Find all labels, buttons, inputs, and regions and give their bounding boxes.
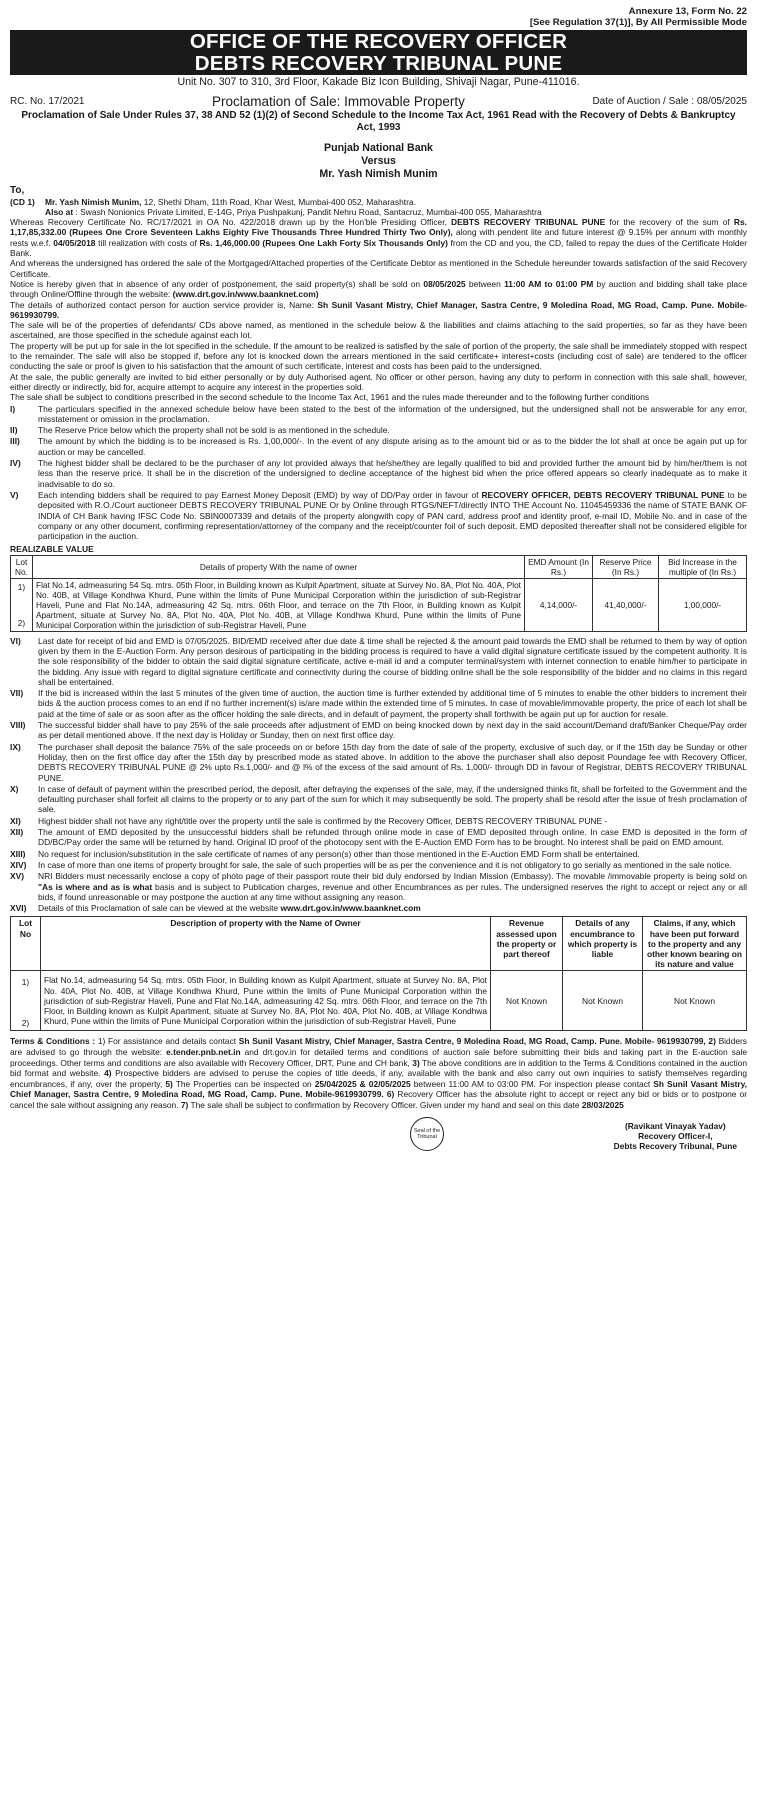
condition-number: VIII) [10, 720, 26, 731]
inspection-dates: 25/04/2025 & 02/05/2025 [314, 1078, 411, 1089]
condition-number: I) [10, 403, 16, 414]
tender-website[interactable]: e.tender.pnb.net.in [166, 1047, 241, 1058]
condition-number: XI) [10, 815, 21, 826]
condition-text: The particulars specified in the annexed schedule below have been stated to the best of the information of the undersigned, but the undersigned shall not be answerable for any error, misstatement or omission in the proclamation. [38, 403, 747, 424]
text-span: and drt.gov.in for detailed terms and conditions of auction sale before submitting their bids and taking part in the E-auction sale proceedings. Other terms and conditions are also available with Recovery Officer, DRT, Pune and CH bank, [10, 1047, 747, 1068]
signature-row [10, 1111, 747, 1171]
column-header: Details of any encumbrance to which property is liable [563, 917, 643, 971]
text-span: Notice is hereby given that in absence of any order of postponement, the said property(s) shall be sold on [10, 278, 424, 289]
column-header: Details of property With the name of owner [33, 555, 525, 578]
condition-item [10, 688, 747, 719]
cd-name: Mr. Yash Nimish Munim, [45, 196, 142, 207]
table-header-row [11, 917, 747, 971]
cd-address [10, 197, 747, 207]
condition-number: XII) [10, 827, 24, 838]
condition-number: X) [10, 783, 19, 794]
text-span: The sale shall be subject to confirmation by Recovery Officer. Given under my hand and seal on this date [188, 1100, 582, 1110]
terms-label: Terms & Conditions : [10, 1036, 98, 1047]
text-span: Whereas Recovery Certificate No. RC/17/2021 in OA No. 422/2018 drawn up by the Hon'ble Presiding Officer, [10, 217, 452, 228]
condition-text: The amount by which the bidding is to be increased is Rs. 1,00,000/-. In the event of any dispute arising as to the amount bid or as to the bidder the lot shall at once be again put up for auction or may be cancelled. [38, 436, 747, 457]
condition-text [38, 903, 747, 913]
term-number: 3) [412, 1057, 420, 1068]
and-whereas-paragraph: And whereas the undersigned has ordered the sale of the Mortgaged/Attached properties of the Certificate Debtor as mentioned in the Schedule hereunder towards satisfaction of the said Recovery Certificate. [10, 258, 747, 279]
condition-number: IX) [10, 741, 21, 752]
condition-item [10, 860, 747, 870]
auction-date: Date of Auction / Sale : 08/05/2025 [592, 96, 747, 107]
interest-date: 04/05/2018 [53, 237, 96, 248]
text-span: Bidders are advised to go through the website: [10, 1036, 747, 1058]
condition-number: XIV) [10, 859, 27, 870]
reserve-price: 41,40,000/- [593, 578, 659, 631]
condition-text: If the bid is increased within the last 5 minutes of the given time of auction, the auction time is further extended by additional time of 5 minutes to enable the other bidders to increment their bids & the auction process comes to an end if no further increment(s) is/are made within the extended time of 5 minutes. In case of movable/immovable property, the price of each lot shall be paid at the time of sale or as soon after as the officer holding the sale directs, and in default of payment, the property shall forthwith be again put up for auction for resale. [38, 688, 747, 719]
condition-number: III) [10, 436, 20, 447]
contact-person: Sh Sunil Vasant Mistry, Chief Manager, Sastra Centre, 9 Moledina Road, MG Road, Camp. Pune. Mobile- 9619930799. [10, 299, 747, 320]
condition-text: In case of default of payment within the prescribed period, the deposit, after defraying the expenses of the sale, may, if the undersigned thinks fit, shall be forfeited to the Government and the defaulting purchaser shall forfeit all claims to the property or to any part of the sum for which it may subsequently be sold. The property shall be resold after the issue of fresh proclamation of sale. [38, 783, 747, 815]
text-span: 1) For assistance and details contact [97, 1036, 239, 1047]
column-header: Lot No [11, 917, 41, 971]
sale-properties-paragraph: The sale will be of the properties of defendants/ CDs above named, as mentioned in the schedule below & the liabilities and claims attaching to the said properties, so far as they have been ascertained, are those specified in the schedule against each lot. [10, 320, 747, 341]
condition-text: The Reserve Price below which the property shall not be sold is as mentioned in the schedule. [38, 425, 390, 436]
officer-office: Debts Recovery Tribunal, Pune [613, 1141, 737, 1152]
condition-number: XV) [10, 871, 25, 882]
condition-number: XIII) [10, 848, 26, 859]
condition-text: The successful bidder shall have to pay 25% of the sale proceeds after adjustment of EMD on being knocked down by next day in the said account/Demand draft/Banker Cheque/Pay order as per detail mentioned above. If the next day is Holiday or Sunday, then on next first office day. [38, 720, 747, 741]
bid-increase: 1,00,000/- [659, 578, 747, 631]
whereas-paragraph [10, 217, 747, 258]
condition-item [10, 425, 747, 435]
condition-item [10, 849, 747, 859]
proclamation-heading: Proclamation of Sale: Immovable Property [212, 94, 465, 109]
condition-item [10, 784, 747, 815]
column-header: Claims, if any, which have been put forward to the property and any other known bearing on its nature and value [643, 917, 747, 971]
condition-text: The highest bidder shall be declared to be the purchaser of any lot provided always that he/she/they are legally qualified to bid and provided further the amount bid by him/her/them is not less than the reserve price. It shall be in the discretion of the undersigned to decline acceptance of the highest bid when the price offered appears so clearly inadequate as to make it inadvisable to do so. [38, 458, 747, 489]
cd-also-at [10, 207, 747, 217]
condition-number: II) [10, 425, 18, 436]
term-number: 4) [104, 1068, 112, 1079]
condition-item-emd [10, 490, 747, 541]
notice-paragraph [10, 279, 747, 300]
realizable-value-table [10, 555, 747, 632]
signature-block [614, 1121, 737, 1152]
terms-and-conditions [10, 1036, 747, 1110]
cd-label: (CD 1) [10, 196, 35, 207]
contact-person: Sh Sunil Vasant Mistry, Chief Manager, Sastra Centre, 9 Moledina Road, MG Road, Camp. Pune. Mobile-9619930799. 6) [10, 1078, 748, 1100]
property-description: Flat No.14, admeasuring 54 Sq. mtrs. 05th Floor, in Building known as Kulpit Apartment, situate at Survey No. 8A, Plot No. 40A, Plot No. 40B, at Village Kondhwa Khurd, Pune within the limits of Pune Municipal Corporation within the jurisdiction of sub-Registrar Haveli, Pune and Flat No.14A, admeasuring 42 Sq. mtrs. 06th Floor, and terrace on the 7th Floor, in Building known as Kulpit Apartment, situate at Survey No. 8A, Plot No. 40A, Plot No. 40B, at Village Kondhwa Khurd, Pune within the limits of Pune Municipal Corporation within the jurisdiction of sub-Registrar Haveli, Pune [41, 971, 491, 1031]
condition-number: IV) [10, 458, 21, 469]
seal-text: Seal of the Tribunal [413, 1127, 441, 1140]
annexure-header [10, 6, 747, 28]
condition-item [10, 404, 747, 425]
lot-number-cell [11, 971, 41, 1031]
text-span: Details of this Proclamation of sale can be viewed at the website [38, 903, 281, 914]
rules-subtitle: Proclamation of Sale Under Rules 37, 38 AND 52 (1)(2) of Second Schedule to the Income Tax Act, 1961 Read with the Recovery of Debts & Bankruptcy Act, 1993 [21, 110, 736, 134]
condition-item-website [10, 903, 747, 913]
column-header: Revenue assessed upon the property or part thereof [491, 917, 563, 971]
text-span: for the recovery of the sum of [605, 217, 734, 228]
meta-row [10, 94, 747, 109]
condition-item [10, 816, 747, 826]
term-number: 5) [165, 1078, 173, 1089]
text-span: Prospective bidders are advised to peruse the copies of title deeds, if any, available with the bank and also carry out own inquiries to satisfy themselves regarding encumbrances, if any, over the property, [10, 1068, 747, 1089]
put-up-paragraph: The property will be put up for sale in the lot specified in the schedule. If the amount to be realized is satisfied by the sale of portion of the property, the sale shall be immediately stopped with respect to the remainder. The sale will also be stopped if, before any lot is knocked down the arrears mentioned in the said certificate+ interest+costs (including cost of sale) are tendered to the officer conducting the sale or proof is given to his satisfaction that the amount of such certificate, interest and costs has been paid to the undersigned. [10, 340, 747, 372]
text-span: along with pendent lite and future interest @ 9.15% per annum with monthly rests w.e.f. [10, 227, 748, 248]
officer-title: Recovery Officer-I, [638, 1131, 713, 1141]
versus-label: Versus [361, 155, 396, 168]
also-at-label: Also at [45, 206, 74, 217]
condition-item [10, 827, 747, 848]
text-span: NRI Bidders must necessarily enclose a copy of photo page of their passport route their bid duly endorsed by Indian Mission (Embassy). The movable /immovable property is being sold on [38, 871, 747, 882]
recovery-amount: Rs. 1,17,85,332.00 (Rupees One Crore Seventeen Lakhs Eighty Five Thousands Three Hundred Thirty Two Only), [10, 217, 747, 238]
contact-paragraph [10, 300, 747, 321]
lot-number: 2) [17, 617, 26, 628]
condition-text [38, 490, 747, 541]
tribunal-name: DEBTS RECOVERY TRIBUNAL PUNE [451, 217, 606, 228]
parties-block [10, 142, 747, 181]
tribunal-title: DEBTS RECOVERY TRIBUNAL PUNE [194, 52, 563, 75]
column-header: Bid Increase in the multiple of (In Rs.) [659, 555, 747, 578]
office-address: Unit No. 307 to 310, 3rd Floor, Kakade Biz Icon Building, Shivaji Nagar, Pune-411016. [177, 76, 580, 88]
text-span: Each intending bidders shall be required to pay Earnest Money Deposit (EMD) by way of DD/Pay order in favour of [38, 489, 482, 500]
column-header: EMD Amount (In Rs.) [525, 555, 593, 578]
term-number: 7) [180, 1100, 189, 1110]
emd-amount: 4,14,000/- [525, 578, 593, 631]
condition-item [10, 436, 747, 457]
condition-number: VII) [10, 688, 24, 699]
property-details: Flat No.14, admeasuring 54 Sq. mtrs. 05th Floor, in Building known as Kulpit Apartment, situate at Survey No. 8A, Plot No. 40A, Plot No. 40B, at Village Kondhwa Khurd, Pune within the limits of Pune Municipal Corporation within the jurisdiction of sub-Registrar Haveli, Pune and Flat No.14A, admeasuring 42 Sq. mtrs. 06th Floor, and terrace on the 7th Floor, in Building known as Kulpit Apartment, situate at Survey No. 8A, Plot No. 40A, Plot No. 40B, at Village Kondhwa Khurd, Pune within the limits of Pune Municipal Corporation within the jurisdiction of sub-Registrar Haveli, Pune [33, 578, 525, 631]
rc-number: RC. No. 17/2021 [10, 96, 85, 107]
applicant-bank: Punjab National Bank [324, 142, 433, 155]
condition-text: In case of more than one items of property brought for sale, the sale of such properties will be as per the convenience and it is not obligatory to go serially as mentioned in the sale notice. [38, 859, 732, 870]
as-is-where-is: "As is where and as is what [38, 881, 153, 892]
text-span: basis and is subject to Publication charges, revenue and other Encumbrances as per rules. The undersigned reserves the right to accept or reject any or all bids, if found unreasonable or may postpone the auction at any time without assigning any reason. [38, 881, 748, 902]
condition-text: Last date for receipt of bid and EMD is 07/05/2025. BID/EMD received after due date & time shall be rejected & the amount paid towards the EMD shall be returned to them by way of option given by them in the E-Auction Form. Any person desirous of participating in the bidding process is required to have a valid digital signature certificate issued by the competent authority. It is the sole responsibility of the bidder to obtain the said digital signature certificate, active e-mail id and a computer terminal/system with internet connection to enable him/her to participate in the bidding. Any issue with regard to digital signature certificate and connectivity during the course of bidding online shall be the sole responsibility of the bidder and no claims in this regard shall be entertained. [38, 635, 747, 687]
condition-text: The amount of EMD deposited by the unsuccessful bidders shall be refunded through online mode in case of EMD deposited through online. In case EMD is deposited in the form of DD/BC/Pay order the same will be returned by hand. Original ID proof of the photocopy sent with the E-Auction EMD Form has to be brought. No interest shall be paid on EMD amount. [38, 827, 747, 848]
text-span: between 11:00 AM to 03:00 PM. For inspection please contact [410, 1078, 654, 1089]
cd-address-text: 12, Shethi Dham, 11th Road, Khar West, Mumbai-400 052, Maharashtra. [141, 196, 416, 207]
table-header-row [11, 555, 747, 578]
condition-item [10, 458, 747, 489]
website-link[interactable]: (www.drt.gov.in/www.baanknet.com) [172, 289, 319, 300]
office-title: OFFICE OF THE RECOVERY OFFICER [189, 30, 568, 53]
tribunal-seal [410, 1117, 444, 1151]
also-at-address: : Swash Nonionics Private Limited, E-14G, Priya Pushpakunj, Pandit Nehru Road, Santacruz, Mumbai-400 055, Maharashtra [73, 206, 542, 217]
lot-number: 2) [21, 1017, 30, 1028]
condition-item [10, 636, 747, 687]
condition-text: The purchaser shall deposit the balance 75% of the sale proceeds on or before 15th day from the date of sale of the property, exclusive of such day, or if the 15th day be Sunday or other Holiday, then on the first office day after the 15th day by prescribed mode as stated above. In addition to the above the purchaser shall also deposit Poundage fee with Recovery Officer, DEBTS RECOVERY TRIBUNAL PUNE @ 2% upto Rs.1,000/- and @ l% of the excess of the said amount of Rs. 1,000/- through DD in favour of Registrar, DEBTS RECOVERY TRIBUNAL PUNE. [38, 741, 747, 783]
sale-time: 11:00 AM to 01:00 PM [504, 278, 594, 289]
condition-text: No request for inclusion/substitution in the sale certificate of names of any person(s) other than those mentioned in the E-Auction EMD Form shall be entertained. [38, 848, 640, 859]
condition-item-nri [10, 871, 747, 902]
claims-details: Not Known [643, 971, 747, 1031]
revenue-assessed: Not Known [491, 971, 563, 1031]
officer-name: (Ravikant Vinayak Yadav) [624, 1120, 726, 1131]
sale-date: 08/05/2025 [423, 278, 466, 289]
realizable-value-heading: REALIZABLE VALUE [10, 544, 94, 555]
regulation-line: [See Regulation 37(1)], By All Permissible Mode [529, 17, 747, 28]
to-label: To, [10, 185, 25, 197]
seal-date: 28/03/2025 [581, 1100, 624, 1110]
defendant-name: Mr. Yash Nimish Munim [319, 168, 438, 181]
contact-person: Sh Sunil Vasant Mistry, Chief Manager, Sastra Centre, 9 Moledina Road, MG Road, Camp. Pune. Mobile- 9619930799, 2) [238, 1036, 716, 1047]
schedule-table [10, 916, 747, 1031]
text-span: The details of authorized contact person for auction service provider is, Name: [10, 299, 318, 310]
lot-number: 1) [21, 977, 30, 988]
condition-text [38, 871, 747, 902]
condition-item [10, 720, 747, 741]
condition-text: Highest bidder shall not have any right/title over the property until the sale is confirmed by the Recovery Officer, DEBTS RECOVERY TRIBUNAL PUNE - [38, 815, 608, 826]
column-header: Lot No. [11, 555, 33, 578]
column-header: Reserve Price (In Rs.) [593, 555, 659, 578]
at-sale-paragraph: At the sale, the public generally are invited to bid either personally or by duly Authorised agent. No officer or other person, having any duty to perform in connection with this sale shall, however, either directly or indirectly, bid for, acquire attempt to acquire any interest in the properties sold. [10, 371, 747, 392]
cost-amount: Rs. 1,46,000.00 (Rupees One Lakh Forty Six Thousands Only) [199, 237, 448, 248]
lot-number-cell [11, 578, 33, 631]
text-span: The above conditions are in addition to the Terms & Conditions contained in the auction bid format and website. [10, 1057, 747, 1079]
text-span: from the CD and you, the CD, failed to repay the dues of the Certificate Holder Bank. [10, 237, 748, 259]
encumbrance-details: Not Known [563, 971, 643, 1031]
payee-name: RECOVERY OFFICER, DEBTS RECOVERY TRIBUNAL PUNE [481, 489, 725, 500]
table-row [11, 578, 747, 631]
text-span: between [465, 278, 505, 289]
website-link[interactable]: www.drt.gov.in/www.baanknet.com [280, 903, 421, 914]
text-span: till realization with costs of [95, 237, 200, 248]
text-span: The Properties can be inspected on [172, 1078, 315, 1089]
annexure-line: Annexure 13, Form No. 22 [628, 6, 747, 17]
table-row [11, 971, 747, 1031]
text-span: Recovery Officer has the absolute right to accept or reject any bid or bids or to postpone or cancel the sale without assigning any reason. [10, 1089, 747, 1110]
condition-number: V) [10, 489, 19, 500]
subject-paragraph: The sale shall be subject to conditions prescribed in the second schedule to the Income Tax Act, 1961 and the rules made thereunder and to the following further conditions [10, 392, 650, 403]
condition-number: XVI) [10, 903, 27, 914]
column-header: Description of property with the Name of Owner [41, 917, 491, 971]
condition-number: VI) [10, 635, 21, 646]
text-span: by auction and bidding shall take place through Online/Offline through the website: [10, 278, 748, 300]
condition-item [10, 742, 747, 783]
office-banner [10, 30, 747, 75]
lot-number: 1) [17, 581, 26, 592]
text-span: to be deposited with R.O./Court auctioneer DEBTS RECOVERY TRIBUNAL PUNE Or by Online through RTGS/NEFT/directly INTO THE Account No. 11045459336 the name of STATE BANK OF INDIA of CH Bank having IFSC Code No. SBIN0007339 and details of the property alongwith copy of PAN card, address proof and identity proof, e-mail ID, Mobile No. and in case of the company or any other document, confirming representation/attorney of the company and the receipt/counter foil of such deposit. EMD deposited thereafter shall not be considered eligible for participation in the auction. [38, 489, 747, 542]
